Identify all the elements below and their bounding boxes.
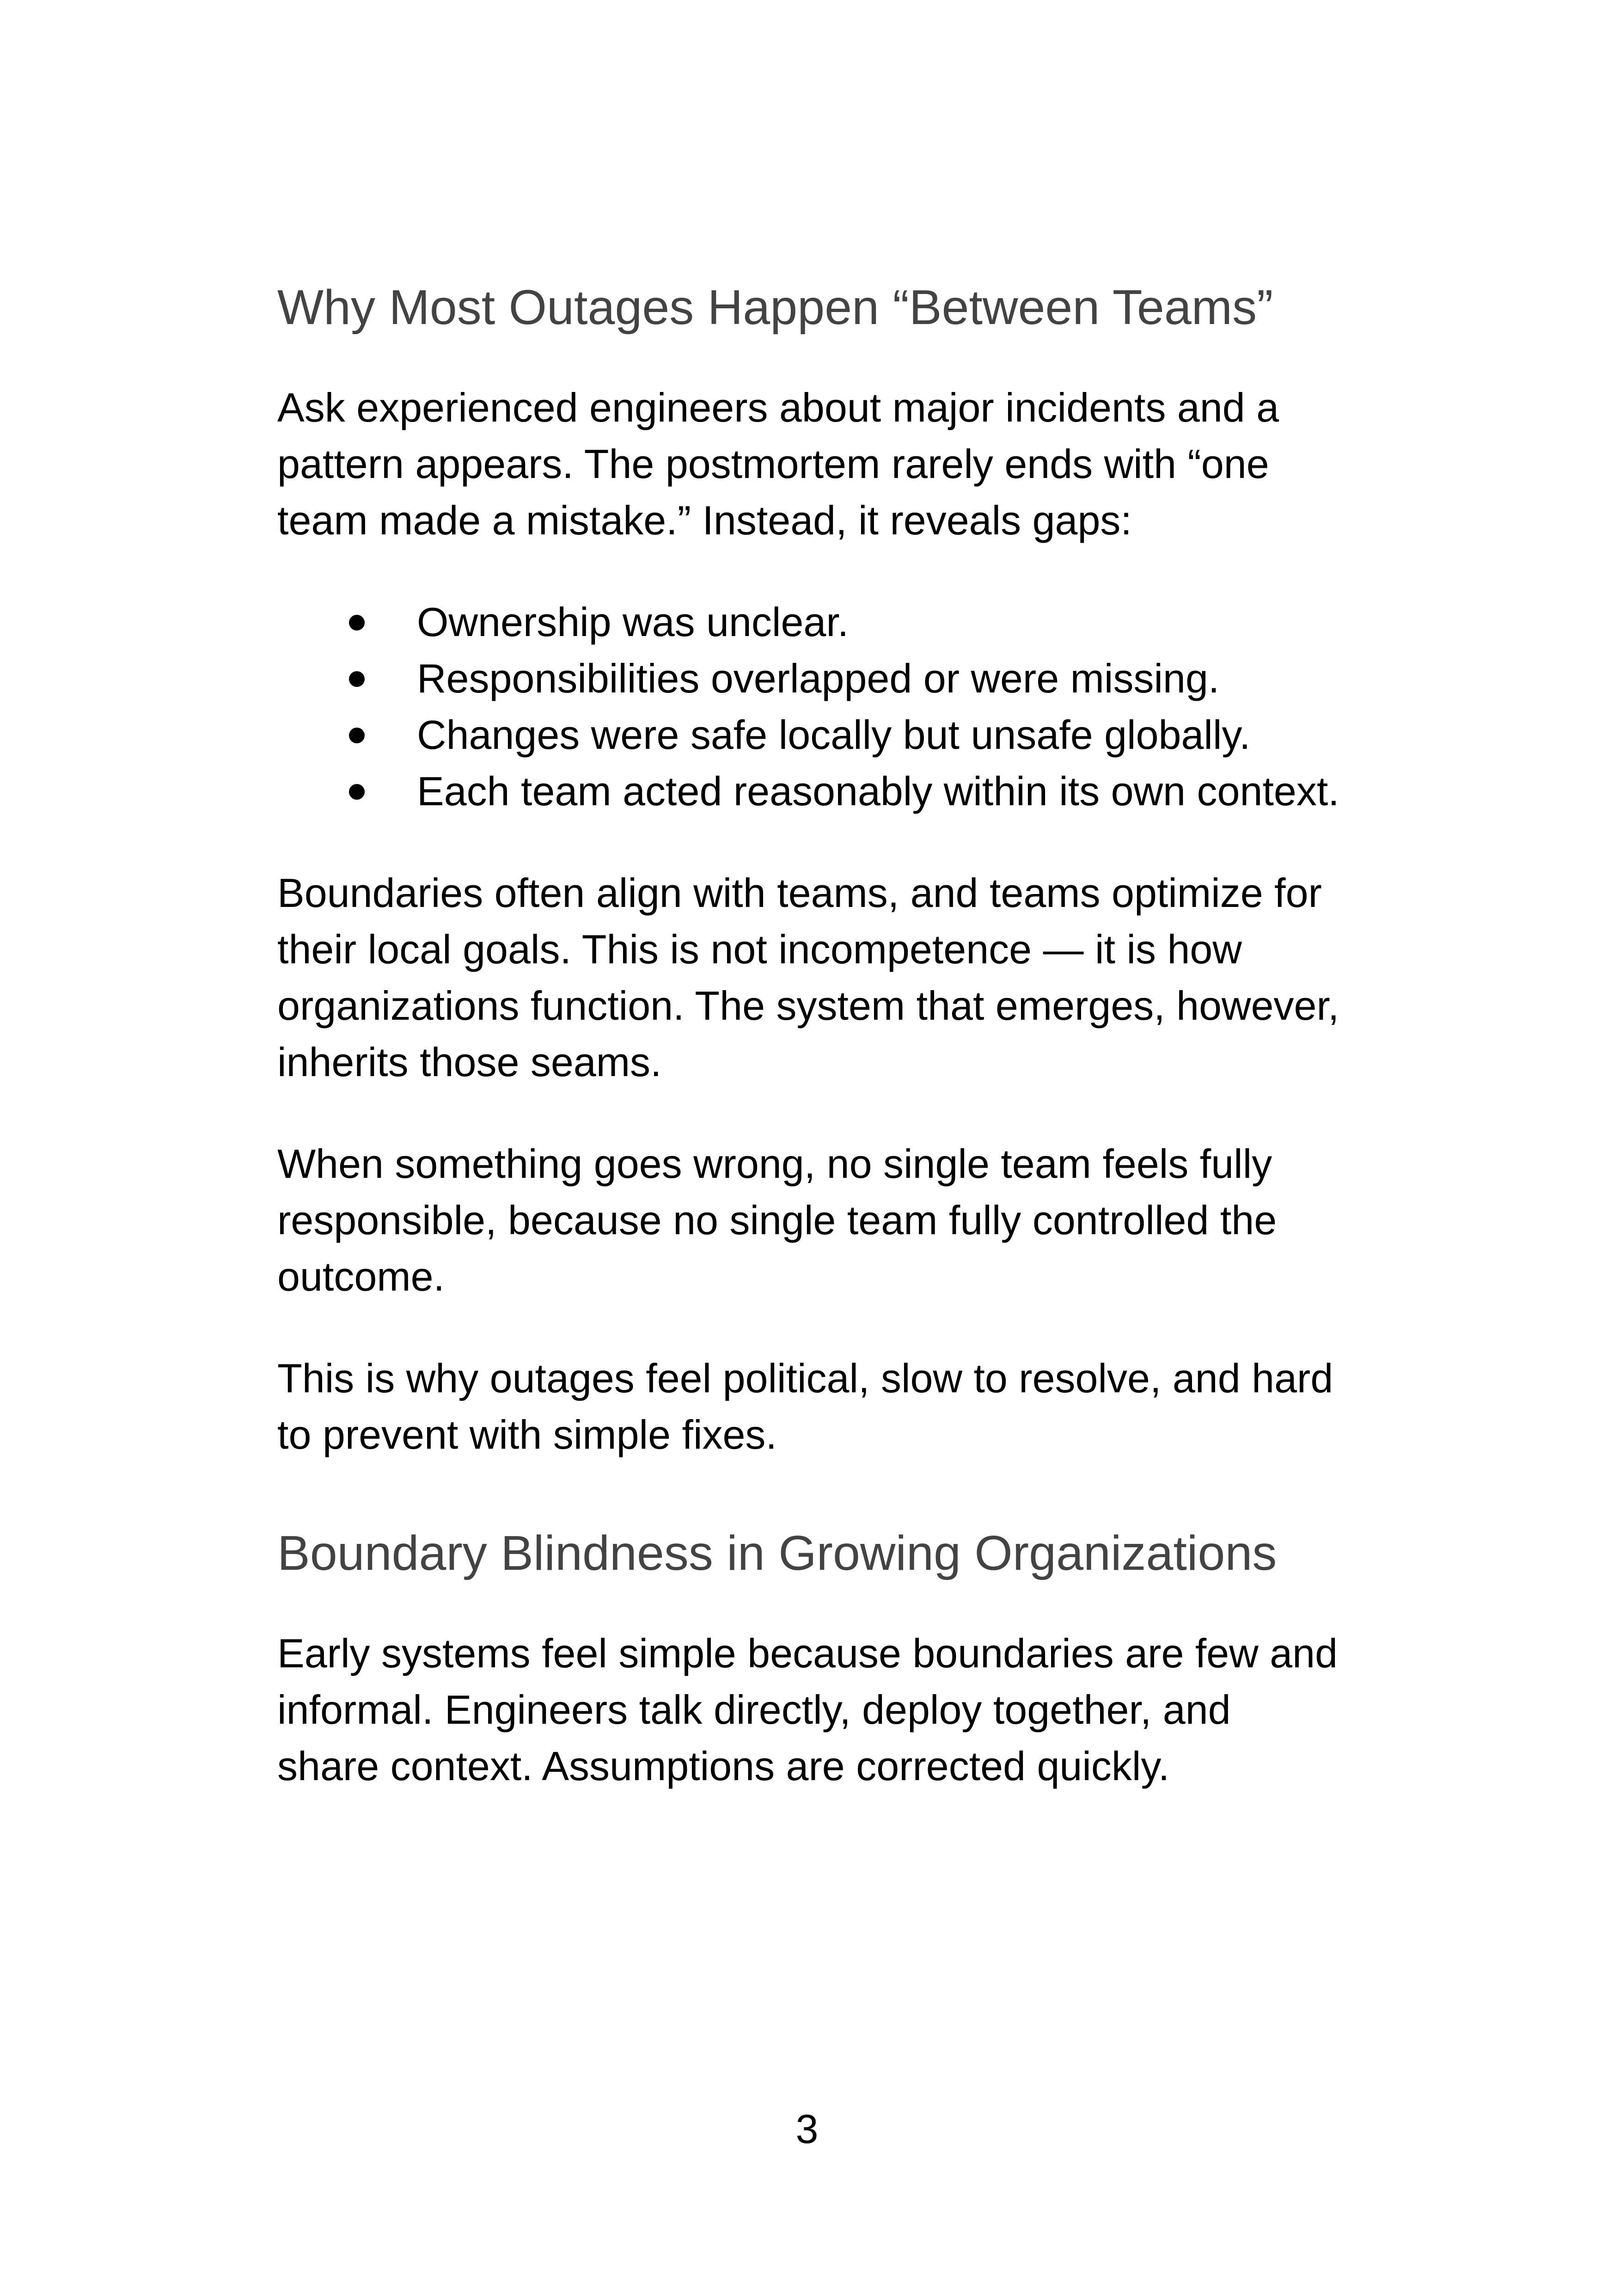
page-content (277, 273, 1340, 1794)
list-item (277, 594, 1340, 650)
list-item (277, 650, 1340, 707)
list-item (277, 763, 1340, 820)
section-heading-outages: Why Most Outages Happen “Between Teams” (277, 280, 1273, 335)
bullet-dot-icon (349, 728, 365, 743)
bullet-dot-icon (349, 671, 365, 687)
list-item (277, 707, 1340, 763)
responsibility-paragraph: When something goes wrong, no single team feels fully responsible, because no single team fully controlled the outcome. (277, 1141, 1277, 1299)
intro-paragraph: Ask experienced engineers about major incidents and a pattern appears. The postmortem rarely ends with “one team made a mistake.” Instead, it reveals gaps: (277, 385, 1279, 543)
page-number: 3 (795, 2106, 819, 2152)
bullet-dot-icon (349, 784, 365, 800)
list-item-text: Ownership was unclear. (417, 599, 849, 645)
list-item-text: Changes were safe locally but unsafe globally. (417, 712, 1251, 758)
list-item-text: Each team acted reasonably within its own context. (417, 768, 1339, 814)
boundaries-paragraph: Boundaries often align with teams, and teams optimize for their local goals. This is not incompetence — it is how organizations function. The system that emerges, however, inherits those seams. (277, 870, 1339, 1085)
gaps-bullet-list (277, 594, 1340, 820)
list-item-text: Responsibilities overlapped or were missing. (417, 655, 1220, 701)
political-paragraph: This is why outages feel political, slow to resolve, and hard to prevent with simple fixes. (277, 1355, 1333, 1457)
early-systems-paragraph: Early systems feel simple because boundaries are few and informal. Engineers talk directly, deploy together, and share context. Assumptions are corrected quickly. (277, 1630, 1338, 1789)
bullet-dot-icon (349, 615, 365, 631)
section-heading-boundary-blindness: Boundary Blindness in Growing Organizations (277, 1526, 1277, 1580)
